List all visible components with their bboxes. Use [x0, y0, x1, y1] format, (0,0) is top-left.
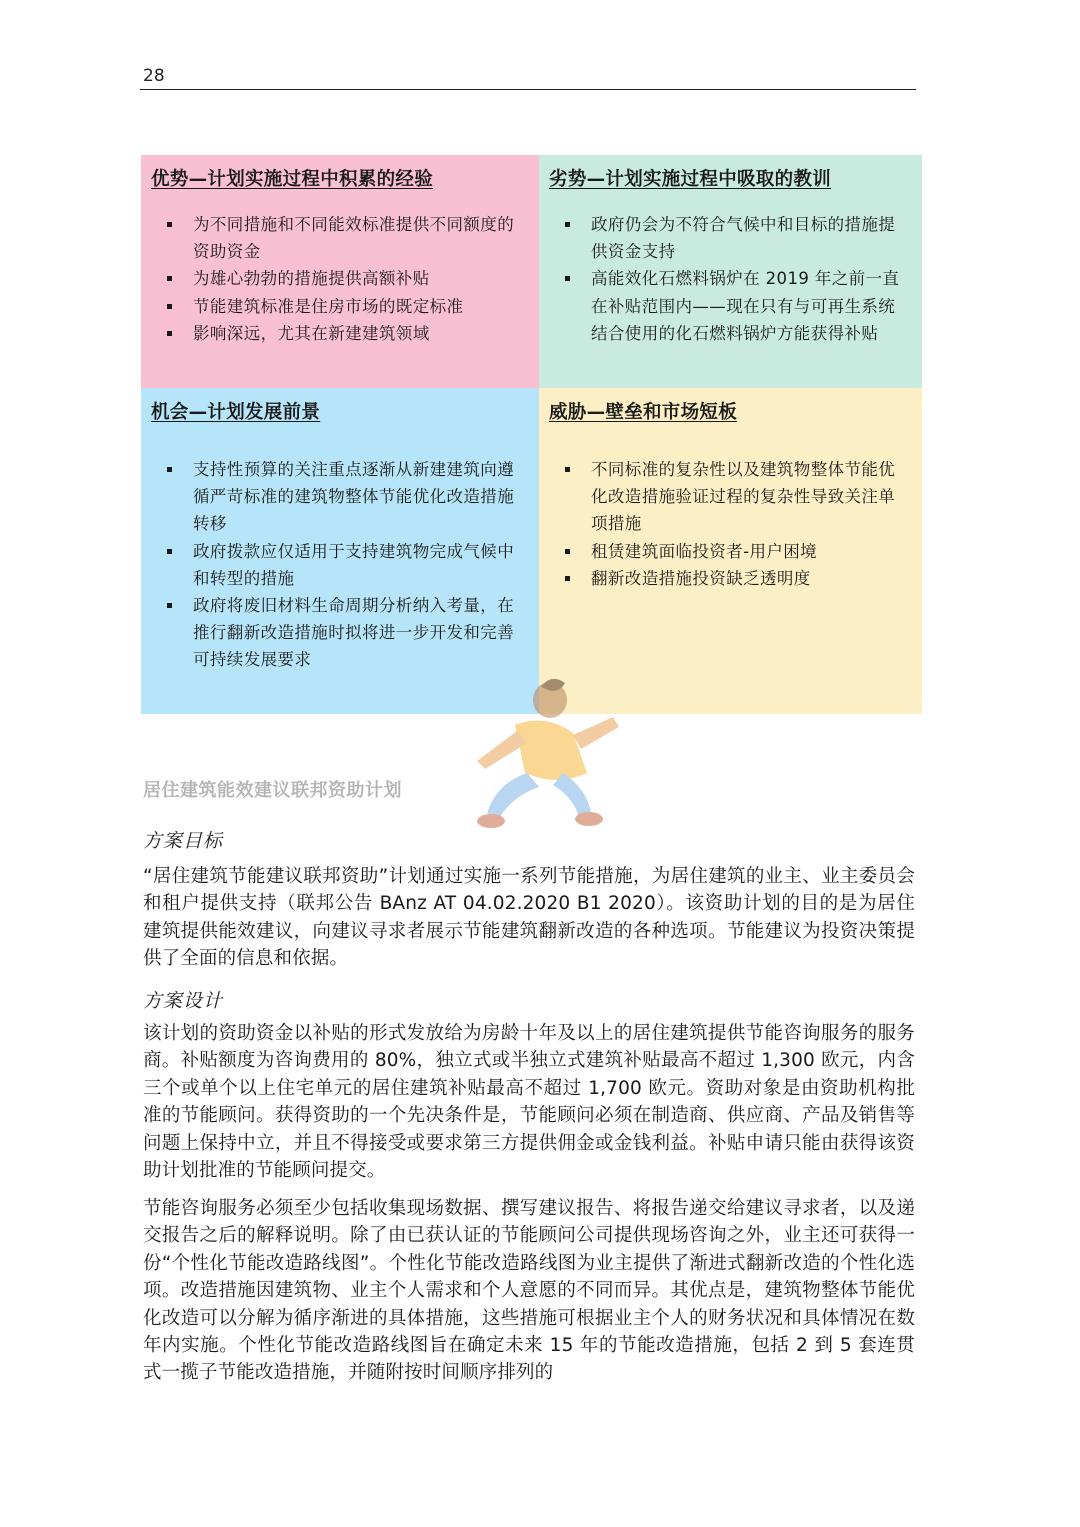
- opportunities-list: [151, 456, 529, 674]
- list-item: 为雄心勃勃的措施提供高额补贴: [151, 265, 529, 292]
- list-item: 不同标准的复杂性以及建筑物整体节能优化改造措施验证过程的复杂性导致关注单项措施: [549, 456, 912, 538]
- list-item: 政府拨款应仅适用于支持建筑物完成气候中和转型的措施: [151, 538, 529, 592]
- threats-list: [549, 456, 912, 592]
- list-item: 翻新改造措施投资缺乏透明度: [549, 565, 912, 592]
- design-paragraph-1: 该计划的资助资金以补贴的形式发放给为房龄十年及以上的居住建筑提供节能咨询服务的服务商。补贴额度为咨询费用的 80%，独立式或半独立式建筑补贴最高不超过 1,300 欧元，内含三个或单个以上住宅单元的居住建筑补贴最高不超过 1,700 欧元。资助对象是由资助机构批准的节能顾问。获得资助的一个先决条件是，节能顾问必须在制造商、供应商、产品及销售等问题上保持中立，并且不得接受或要求第三方提供佣金或金钱利益。补贴申请只能由获得该资助计划批准的节能顾问提交。: [143, 1023, 915, 1182]
- weaknesses-title: 劣势—计划实施过程中吸取的教训: [549, 169, 832, 190]
- bullet-icon: [167, 331, 172, 336]
- bullet-icon: [565, 576, 570, 581]
- section-title: 居住建筑能效建议联邦资助计划: [143, 780, 402, 801]
- bullet-icon: [167, 549, 172, 554]
- list-item: 影响深远，尤其在新建建筑领域: [151, 320, 529, 347]
- swot-table: [141, 155, 922, 714]
- bullet-icon: [565, 222, 570, 227]
- bullet-icon: [565, 467, 570, 472]
- list-item: 支持性预算的关注重点逐渐从新建建筑向遵循严苛标准的建筑物整体节能优化改造措施转移: [151, 456, 529, 538]
- design-heading: 方案设计: [143, 990, 224, 1012]
- header-rule: [140, 89, 916, 90]
- list-item: 政府仍会为不符合气候中和目标的措施提供资金支持: [549, 211, 912, 265]
- bullet-icon: [167, 304, 172, 309]
- strengths-title: 优势—计划实施过程中积累的经验: [151, 169, 434, 190]
- design-paragraph-2: 节能咨询服务必须至少包括收集现场数据、撰写建议报告、将报告递交给建议寻求者，以及递交报告之后的解释说明。除了由已获认证的节能顾问公司提供现场咨询之外，业主还可获得一份“个性化节能改造路线图”。个性化节能改造路线图为业主提供了渐进式翻新改造的个性化选项。改造措施因建筑物、业主个人需求和个人意愿的不同而异。其优点是，建筑物整体节能优化改造可以分解为循序渐进的具体措施，这些措施可根据业主个人的财务状况和具体情况在数年内实施。个性化节能改造路线图旨在确定未来 15 年的节能改造措施，包括 2 到 5 套连贯式一揽子节能改造措施，并随附按时间顺序排列的: [143, 1198, 915, 1384]
- page-number: 28: [143, 66, 165, 86]
- objective-paragraph: “居住建筑节能建议联邦资助”计划通过实施一系列节能措施，为居住建筑的业主、业主委员会和租户提供支持（联邦公告 BAnz AT 04.02.2020 B1 2020）。该资助计划的目的是为居住建筑提供能效建议，向建议寻求者展示节能建筑翻新改造的各种选项。节能建议为投资决策提供了全面的信息和依据。: [143, 866, 915, 970]
- bullet-icon: [167, 467, 172, 472]
- bullet-icon: [167, 222, 172, 227]
- list-item: 政府将废旧材料生命周期分析纳入考量，在推行翻新改造措施时拟将进一步开发和完善可持续发展要求: [151, 592, 529, 674]
- opportunities-title: 机会—计划发展前景: [151, 402, 321, 423]
- bullet-icon: [565, 549, 570, 554]
- bullet-icon: [565, 276, 570, 281]
- threats-title: 威胁—壁垒和市场短板: [549, 402, 738, 423]
- weaknesses-list: [549, 211, 912, 347]
- list-item: 节能建筑标准是住房市场的既定标准: [151, 293, 529, 320]
- bullet-icon: [167, 276, 172, 281]
- strengths-list: [151, 211, 529, 347]
- running-figure-watermark-icon: [445, 665, 635, 855]
- swot-strengths: [141, 155, 539, 388]
- list-item: 高能效化石燃料锅炉在 2019 年之前一直在补贴范围内——现在只有与可再生系统结合使用的化石燃料锅炉方能获得补贴: [549, 265, 912, 347]
- list-item: 租赁建筑面临投资者-用户困境: [549, 538, 912, 565]
- list-item: 为不同措施和不同能效标准提供不同额度的资助资金: [151, 211, 529, 265]
- objective-heading: 方案目标: [143, 830, 224, 852]
- bullet-icon: [167, 603, 172, 608]
- swot-weaknesses: [539, 155, 922, 388]
